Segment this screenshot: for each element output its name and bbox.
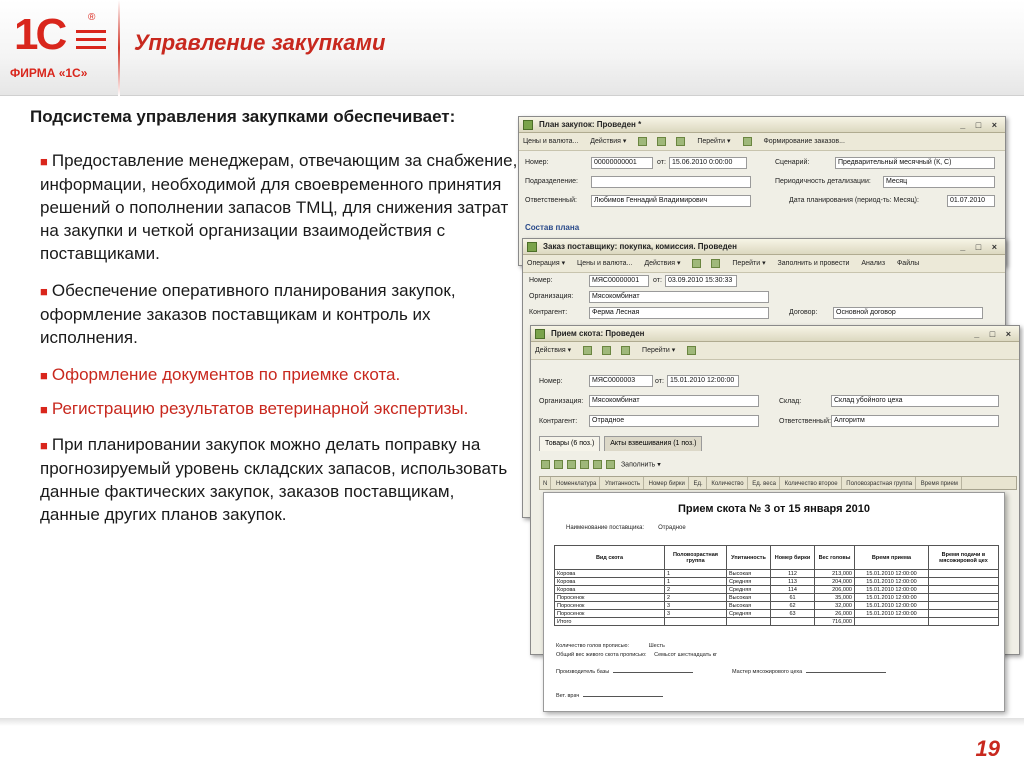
goto-menu[interactable]: Перейти ▾ bbox=[697, 138, 731, 145]
table-cell bbox=[929, 602, 999, 610]
actions-menu[interactable]: Действия ▾ bbox=[644, 260, 681, 267]
analysis-button[interactable]: Анализ bbox=[861, 260, 886, 267]
column-header[interactable]: Половозрастная группа bbox=[843, 477, 916, 490]
help-icon[interactable] bbox=[743, 137, 752, 146]
table-header: Половозрастная группа bbox=[665, 546, 727, 570]
table-cell bbox=[727, 618, 771, 626]
date-field[interactable]: 03.09.2010 15:30:33 bbox=[665, 275, 737, 287]
table-header: Вид скота bbox=[555, 546, 665, 570]
actions-menu[interactable]: Действия ▾ bbox=[535, 347, 572, 354]
table-row bbox=[555, 594, 999, 602]
bullet-item bbox=[30, 397, 518, 421]
table-cell: 32,000 bbox=[815, 602, 855, 610]
signature-line bbox=[613, 672, 693, 673]
total-value: 716,000 bbox=[815, 618, 855, 626]
table-cell: 62 bbox=[771, 602, 815, 610]
date-field[interactable]: 15.01.2010 12:00:00 bbox=[667, 375, 739, 387]
fill-post-button[interactable]: Заполнить и провести bbox=[777, 260, 850, 267]
table-cell bbox=[855, 618, 929, 626]
number-label: Номер: bbox=[529, 277, 553, 284]
number-label: Номер: bbox=[539, 378, 563, 385]
bullet-marker: ■ bbox=[40, 368, 48, 383]
table-cell: Высокая bbox=[727, 602, 771, 610]
table-header-row bbox=[555, 546, 999, 570]
slide-title: Управление закупками bbox=[134, 30, 386, 55]
report-table bbox=[554, 545, 999, 626]
table-total-row bbox=[555, 618, 999, 626]
division-label: Подразделение: bbox=[525, 178, 578, 185]
plan-composition-section: Состав плана bbox=[525, 223, 580, 232]
table-cell: 1 bbox=[665, 578, 727, 586]
table-cell: Средняя bbox=[727, 610, 771, 618]
prices-button[interactable]: Цены и валюта... bbox=[523, 138, 579, 145]
copy-row-icon[interactable] bbox=[554, 460, 563, 469]
table-header: Время подачи в мясожировой цех bbox=[929, 546, 999, 570]
supplier-label: Наименование поставщика: bbox=[566, 525, 645, 531]
window-controls[interactable]: _ □ × bbox=[960, 120, 1001, 130]
organization-label: Организация: bbox=[539, 398, 584, 405]
files-button[interactable]: Файлы bbox=[896, 260, 920, 267]
date-label: от: bbox=[653, 277, 662, 284]
table-header: Упитанность bbox=[727, 546, 771, 570]
slide-content bbox=[30, 107, 518, 540]
number-field[interactable]: 00000000001 bbox=[591, 157, 653, 169]
bullet-text: Обеспечение оперативного планирования закупок, оформление заказов поставщикам и контроль их исполнения. bbox=[40, 281, 456, 347]
document-icon bbox=[527, 242, 537, 252]
header-divider bbox=[118, 0, 120, 96]
division-field[interactable] bbox=[591, 176, 751, 188]
table-cell: 3 bbox=[665, 602, 727, 610]
column-header[interactable]: Время прием bbox=[918, 477, 962, 490]
table-cell: Корова bbox=[555, 570, 665, 578]
column-header[interactable]: Номенклатура bbox=[553, 477, 600, 490]
window-toolbar bbox=[519, 133, 1005, 151]
date-field[interactable]: 15.06.2010 0:00:00 bbox=[669, 157, 747, 169]
report-supplier bbox=[566, 525, 686, 531]
save-icon[interactable] bbox=[583, 346, 592, 355]
warehouse-field[interactable]: Склад убойного цеха bbox=[831, 395, 999, 407]
column-header[interactable]: N bbox=[540, 477, 551, 490]
table-row bbox=[555, 570, 999, 578]
window-titlebar bbox=[519, 117, 1005, 133]
print-icon[interactable] bbox=[676, 137, 685, 146]
organization-field[interactable]: Мясокомбинат bbox=[589, 395, 759, 407]
table-cell: 213,000 bbox=[815, 570, 855, 578]
weight-value: Семьсот шестнадцать кг bbox=[654, 652, 718, 658]
table-row bbox=[555, 610, 999, 618]
organization-label: Организация: bbox=[529, 293, 574, 300]
contract-label: Договор: bbox=[789, 309, 818, 316]
document-icon bbox=[535, 329, 545, 339]
table-cell bbox=[929, 594, 999, 602]
responsible-label: Ответственный: bbox=[525, 197, 577, 204]
operation-menu[interactable]: Операция ▾ bbox=[527, 260, 566, 267]
post-icon[interactable] bbox=[711, 259, 720, 268]
date-label: от: bbox=[655, 378, 664, 385]
counterparty-label: Контрагент: bbox=[529, 309, 568, 316]
logo-mark: 1С bbox=[14, 10, 65, 59]
save-icon[interactable] bbox=[692, 259, 701, 268]
table-cell: Поросенок bbox=[555, 594, 665, 602]
grid-toolbar bbox=[541, 460, 661, 469]
responsible-field[interactable]: Любимов Геннадий Владимирович bbox=[591, 195, 751, 207]
window-toolbar bbox=[523, 255, 1005, 273]
table-cell: Высокая bbox=[727, 594, 771, 602]
window-title: Заказ поставщику: покупка, комиссия. Проведен bbox=[543, 242, 737, 251]
counterparty-field[interactable]: Отрадное bbox=[589, 415, 759, 427]
table-cell: 2 bbox=[665, 594, 727, 602]
footer-divider bbox=[0, 718, 1024, 726]
table-cell: 15.01.2010 12:00:00 bbox=[855, 586, 929, 594]
table-cell: 15.01.2010 12:00:00 bbox=[855, 578, 929, 586]
counterparty-label: Контрагент: bbox=[539, 418, 578, 425]
producer-label: Производитель базы bbox=[556, 669, 610, 675]
column-header[interactable]: Ед. bbox=[691, 477, 707, 490]
warehouse-label: Склад: bbox=[779, 398, 802, 405]
count-label: Количество голов прописью: bbox=[556, 643, 630, 649]
weight-label: Общий вес живого скота прописью: bbox=[556, 652, 647, 658]
post-icon[interactable] bbox=[602, 346, 611, 355]
table-cell: Средняя bbox=[727, 578, 771, 586]
table-cell: 3 bbox=[665, 610, 727, 618]
content-heading: Подсистема управления закупками обеспечивает: bbox=[30, 107, 456, 126]
save-icon[interactable] bbox=[638, 137, 647, 146]
weight-in-words bbox=[556, 652, 717, 658]
window-titlebar bbox=[523, 239, 1005, 255]
bullet-text: Оформление документов по приемке скота. bbox=[51, 365, 401, 384]
date-label: от: bbox=[657, 159, 666, 166]
table-cell: 63 bbox=[771, 610, 815, 618]
tab-weighing-acts[interactable]: Акты взвешивания (1 поз.) bbox=[604, 436, 702, 451]
signature-line bbox=[806, 672, 886, 673]
window-title: Прием скота: Проведен bbox=[551, 329, 645, 338]
number-field[interactable]: МЯС00000001 bbox=[589, 275, 649, 287]
window-controls[interactable]: _ □ × bbox=[960, 242, 1001, 252]
window-controls[interactable]: _ □ × bbox=[974, 329, 1015, 339]
periodicity-label: Периодичность детализации: bbox=[775, 178, 871, 185]
column-header[interactable]: Ед. веса bbox=[749, 477, 780, 490]
bullet-text: Предоставление менеджерам, отвечающим за снабжение, информации, необходимой для своевременного принятия решений о пополнении запасов ТМЦ, для снижения затрат на закупки и четкой организации взаимодействия с поставщиками. bbox=[40, 151, 518, 263]
table-cell bbox=[929, 610, 999, 618]
bullet-marker: ■ bbox=[40, 154, 48, 169]
goods-grid-header bbox=[539, 476, 1017, 490]
goto-menu[interactable]: Перейти ▾ bbox=[642, 347, 676, 354]
table-cell: 15.01.2010 12:00:00 bbox=[855, 594, 929, 602]
table-row bbox=[555, 602, 999, 610]
responsible-field[interactable]: Алгоритм bbox=[831, 415, 999, 427]
table-cell: 15.01.2010 12:00:00 bbox=[855, 602, 929, 610]
table-cell: 206,000 bbox=[815, 586, 855, 594]
bullet-text: При планировании закупок можно делать поправку на прогнозируемый уровень складских запасов, использовать данные фактических закупок, заказов поставщикам, данные других планов закупок. bbox=[40, 435, 508, 524]
master-signature bbox=[732, 669, 886, 675]
table-cell: 113 bbox=[771, 578, 815, 586]
scenario-label: Сценарий: bbox=[775, 159, 810, 166]
delete-row-icon[interactable] bbox=[580, 460, 589, 469]
move-up-icon[interactable] bbox=[593, 460, 602, 469]
counterparty-field[interactable]: Ферма Лесная bbox=[589, 307, 769, 319]
table-cell bbox=[929, 586, 999, 594]
bullet-item bbox=[30, 363, 518, 387]
number-label: Номер: bbox=[525, 159, 549, 166]
move-down-icon[interactable] bbox=[606, 460, 615, 469]
copy-icon[interactable] bbox=[621, 346, 630, 355]
table-row bbox=[555, 578, 999, 586]
table-cell: Поросенок bbox=[555, 602, 665, 610]
table-cell bbox=[929, 618, 999, 626]
edit-row-icon[interactable] bbox=[567, 460, 576, 469]
periodicity-field[interactable]: Месяц bbox=[883, 176, 995, 188]
page-number: 19 bbox=[975, 736, 1000, 761]
prices-button[interactable]: Цены и валюта... bbox=[577, 260, 633, 267]
number-field[interactable]: МЯС0000003 bbox=[589, 375, 653, 387]
document-tabs bbox=[539, 436, 704, 450]
company-logo bbox=[6, 8, 110, 88]
scenario-field[interactable]: Предварительный месячный (К, С) bbox=[835, 157, 995, 169]
bullet-marker: ■ bbox=[40, 438, 48, 453]
add-row-icon[interactable] bbox=[541, 460, 550, 469]
logo-stripe bbox=[76, 30, 106, 33]
table-row bbox=[555, 586, 999, 594]
logo-registered: ® bbox=[88, 12, 96, 23]
table-cell: Корова bbox=[555, 586, 665, 594]
table-header: Вес головы bbox=[815, 546, 855, 570]
table-cell bbox=[929, 570, 999, 578]
bullet-item bbox=[30, 149, 518, 265]
table-cell: Корова bbox=[555, 578, 665, 586]
table-header: Время приема bbox=[855, 546, 929, 570]
column-header[interactable]: Номер бирки bbox=[646, 477, 689, 490]
table-cell: 26,000 bbox=[815, 610, 855, 618]
table-cell: 1 bbox=[665, 570, 727, 578]
help-icon[interactable] bbox=[687, 346, 696, 355]
table-cell: 204,000 bbox=[815, 578, 855, 586]
count-in-words bbox=[556, 643, 665, 649]
table-cell bbox=[665, 618, 727, 626]
logo-stripe bbox=[76, 38, 106, 41]
count-value: Шесть bbox=[648, 643, 665, 649]
vet-label: Вет. врач bbox=[556, 693, 580, 699]
table-cell: Высокая bbox=[727, 570, 771, 578]
table-cell bbox=[929, 578, 999, 586]
plan-date-label: Дата планирования (период-ть: Месяц): bbox=[789, 197, 919, 204]
organization-field[interactable]: Мясокомбинат bbox=[589, 291, 769, 303]
table-cell: Средняя bbox=[727, 586, 771, 594]
document-icon bbox=[523, 120, 533, 130]
signature-line bbox=[583, 696, 663, 697]
livestock-receipt-report bbox=[543, 492, 1005, 712]
plan-date-field[interactable]: 01.07.2010 bbox=[947, 195, 995, 207]
total-label: Итого bbox=[555, 618, 665, 626]
header-bar bbox=[0, 0, 1024, 96]
tab-goods[interactable]: Товары (6 поз.) bbox=[539, 436, 600, 451]
table-cell: 15.01.2010 12:00:00 bbox=[855, 570, 929, 578]
window-title: План закупок: Проведен * bbox=[539, 120, 642, 129]
supplier-value: Отрадное bbox=[658, 525, 686, 531]
post-icon[interactable] bbox=[657, 137, 666, 146]
responsible-label: Ответственный: bbox=[779, 418, 831, 425]
window-toolbar bbox=[531, 342, 1019, 360]
vet-signature bbox=[556, 693, 663, 699]
bullet-item bbox=[30, 433, 518, 526]
table-cell: 35,000 bbox=[815, 594, 855, 602]
goto-menu[interactable]: Перейти ▾ bbox=[732, 260, 766, 267]
producer-signature bbox=[556, 669, 693, 675]
bullet-marker: ■ bbox=[40, 402, 48, 417]
table-cell: 2 bbox=[665, 586, 727, 594]
column-header[interactable]: Упитанность bbox=[602, 477, 644, 490]
table-cell: 61 bbox=[771, 594, 815, 602]
table-cell: 15.01.2010 12:00:00 bbox=[855, 610, 929, 618]
bullet-text: Регистрацию результатов ветеринарной экспертизы. bbox=[51, 399, 469, 418]
bullet-item bbox=[30, 279, 518, 349]
fill-button[interactable]: Заполнить ▾ bbox=[620, 461, 661, 469]
table-cell: Поросенок bbox=[555, 610, 665, 618]
logo-stripe bbox=[76, 46, 106, 49]
master-label: Мастер мясожирового цеха bbox=[732, 669, 803, 675]
table-cell: 114 bbox=[771, 586, 815, 594]
bullet-marker: ■ bbox=[40, 284, 48, 299]
table-cell: 112 bbox=[771, 570, 815, 578]
window-titlebar bbox=[531, 326, 1019, 342]
table-header: Номер бирки bbox=[771, 546, 815, 570]
table-cell bbox=[771, 618, 815, 626]
contract-field[interactable]: Основной договор bbox=[833, 307, 983, 319]
logo-firm-text: ФИРМА «1С» bbox=[10, 66, 88, 80]
report-title: Прием скота № 3 от 15 января 2010 bbox=[677, 503, 871, 515]
column-header[interactable]: Количество второе bbox=[782, 477, 842, 490]
form-orders-button[interactable]: Формирование заказов... bbox=[763, 138, 845, 145]
column-header[interactable]: Количество bbox=[708, 477, 747, 490]
actions-menu[interactable]: Действия ▾ bbox=[590, 138, 627, 145]
